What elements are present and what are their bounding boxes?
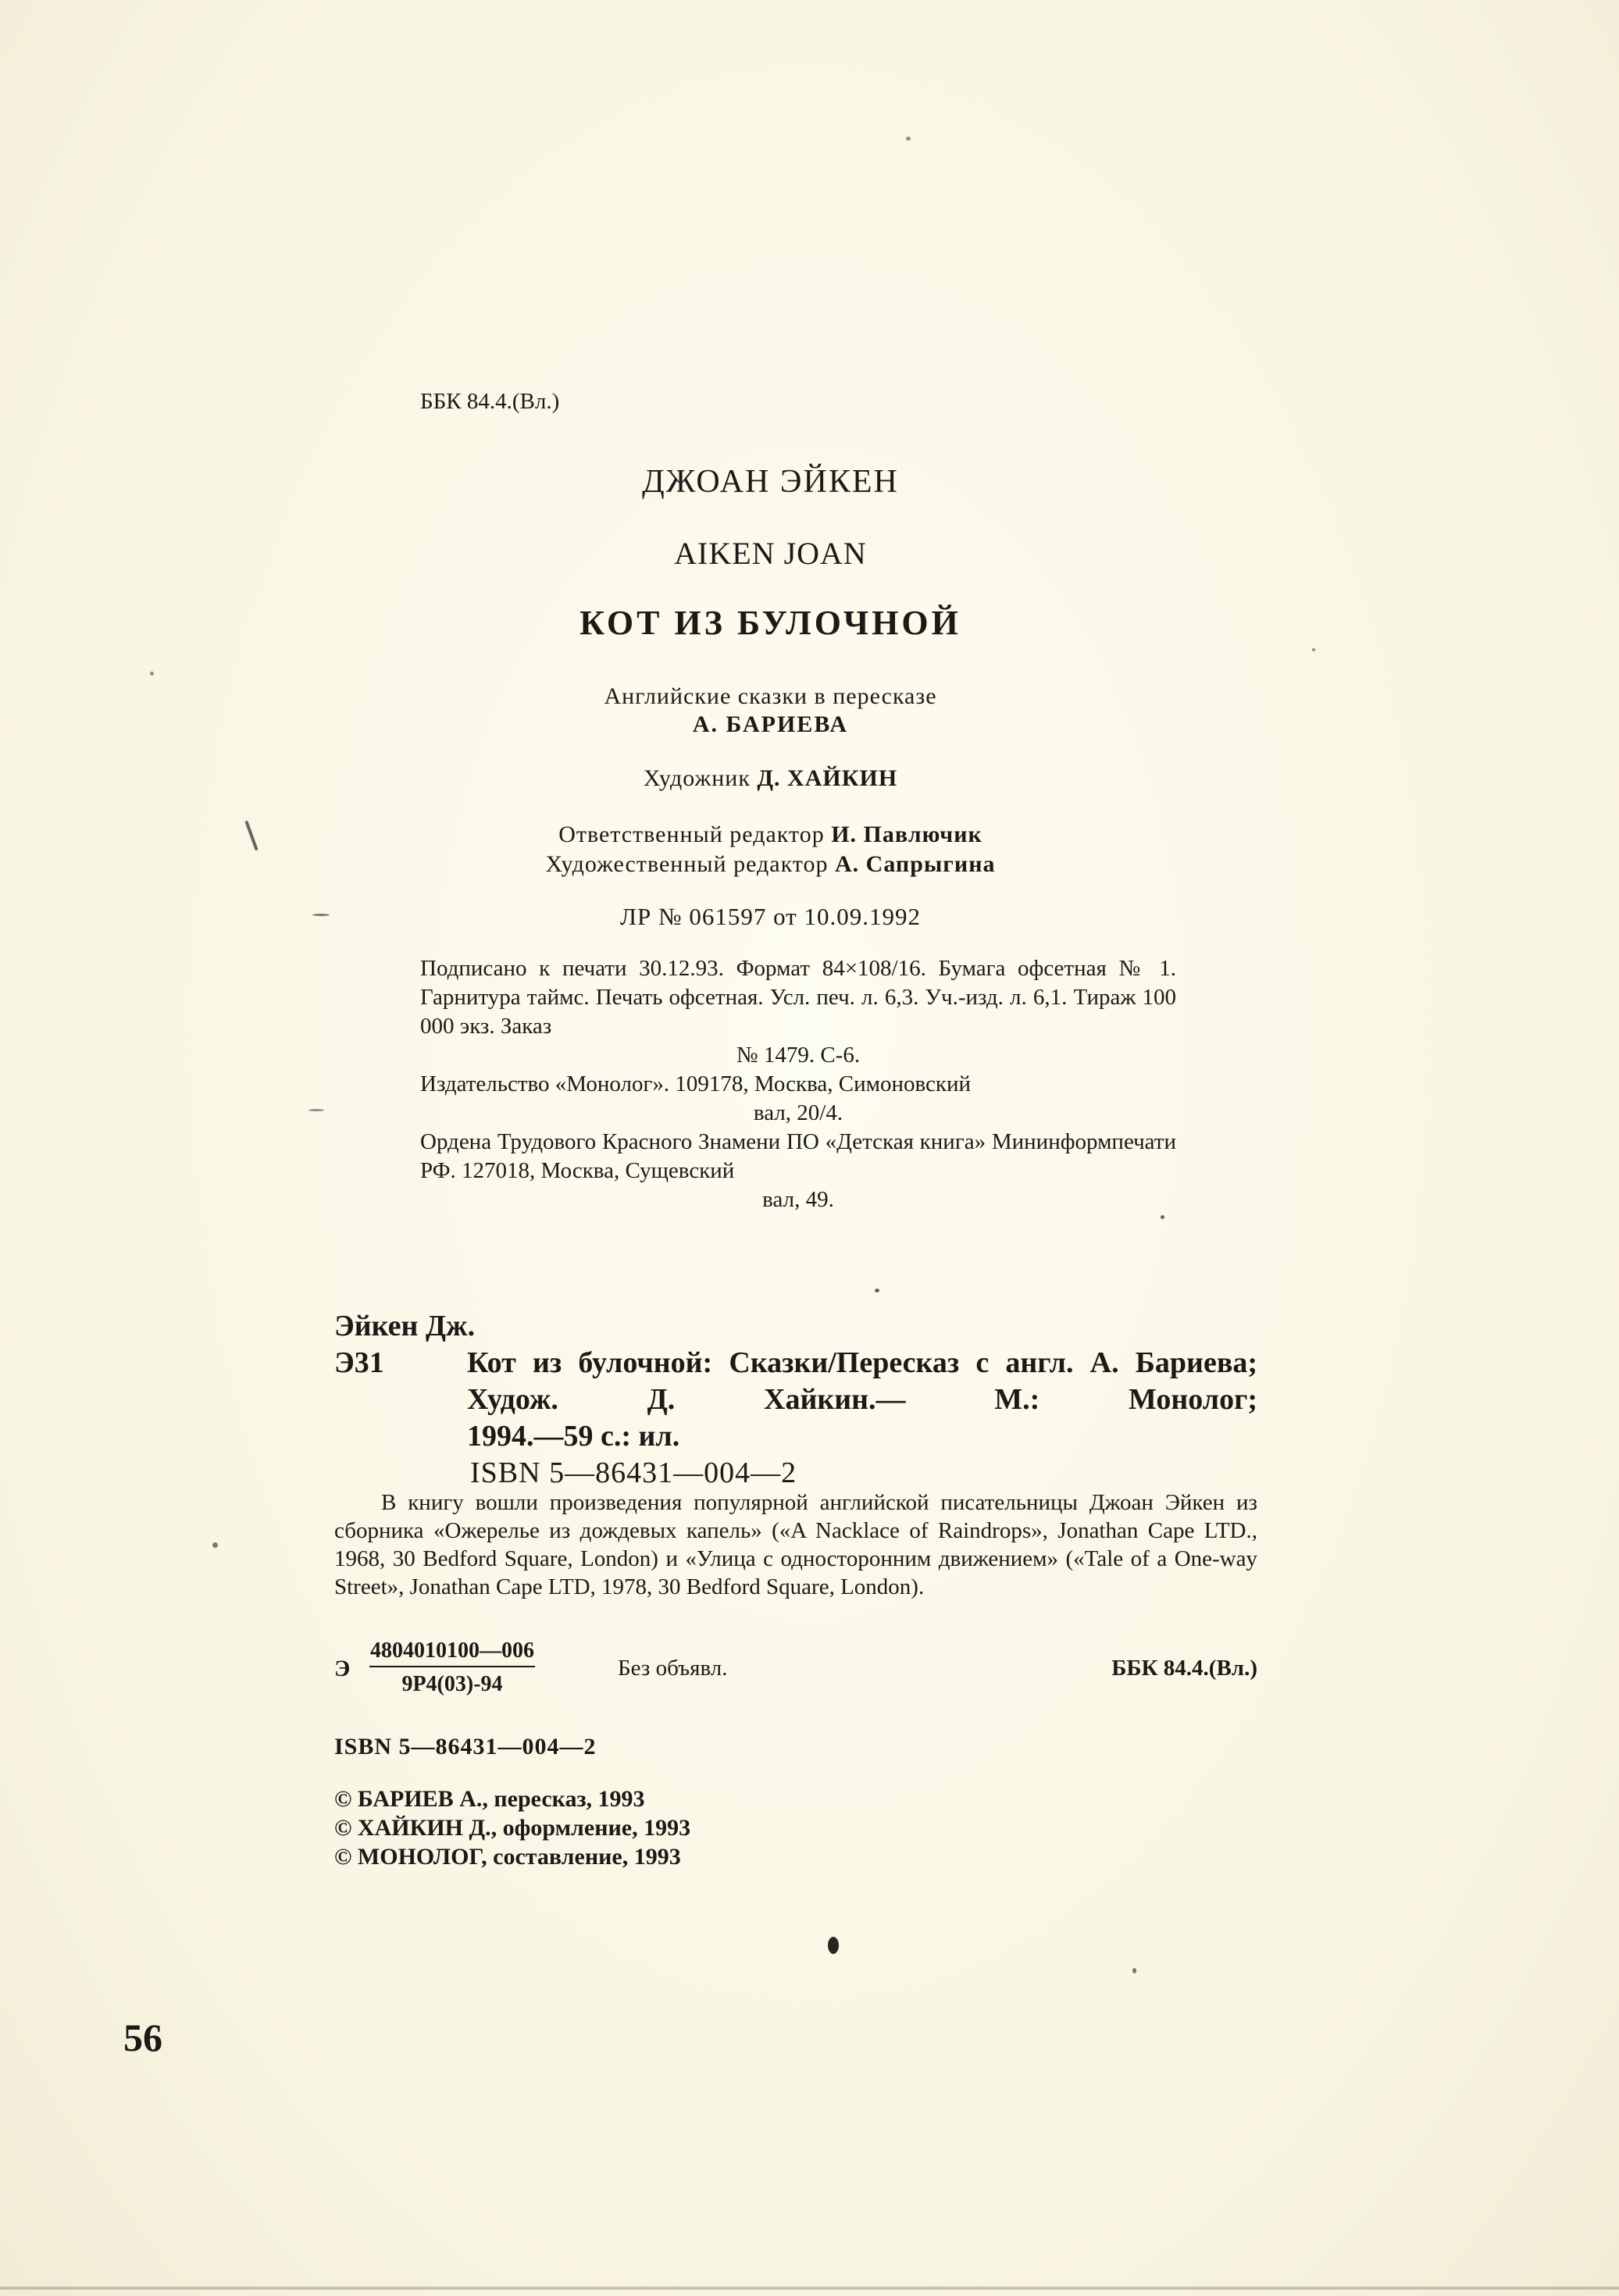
art-editor-line	[0, 850, 1580, 879]
ink-speck	[875, 1289, 879, 1292]
ink-speck	[906, 137, 911, 141]
ink-speck	[1312, 648, 1315, 651]
art-editor-name: А. Сапрыгина	[834, 851, 996, 877]
printer-info-end: вал, 49.	[762, 1187, 834, 1212]
responsible-editor-label: Ответственный редактор	[558, 822, 825, 847]
catalog-isbn: ISBN 5—86431—004—2	[470, 1456, 797, 1489]
ink-speck	[828, 1937, 839, 1954]
index-fraction	[369, 1638, 535, 1697]
print-imprint-block	[420, 954, 1176, 1214]
author-name-english: AIKEN JOAN	[674, 536, 867, 571]
printer-info: Ордена Трудового Красного Знамени ПО «Детская книга» Мининформпечати РФ. 127018, Москва, Сущевский	[420, 1129, 1176, 1183]
ink-speck	[212, 1542, 218, 1548]
license-number: ЛР № 061597 от 10.09.1992	[620, 903, 921, 930]
bbk-code-top: ББК 84.4.(Вл.)	[420, 389, 560, 414]
bbk-code-bottom: ББК 84.4.(Вл.)	[1111, 1656, 1257, 1681]
catalog-entry: Кот из булочной: Сказки/Пересказ с англ. А. Бариева; Худож. Д. Хайкин.— М.: Монолог;	[467, 1346, 1257, 1416]
no-announcement-note: Без объявл.	[618, 1656, 728, 1681]
page-bottom-edge	[0, 2287, 1619, 2290]
print-info-end: № 1479. С-6.	[736, 1043, 861, 1068]
editors-block	[0, 820, 1580, 879]
annotation-text: В книгу вошли произведения популярной английской писательницы Джоан Эйкен из сборника «Ожерелье из дождевых капель» («A Nacklace of Raindrops», Jonathan Cape LTD., 1968, 30 Bedford Square, London) и «Улица с односторонним движением» («Tale of a One-way Street», Jonathan Cape LTD, 1978, 30 Bedford Square, London).	[334, 1490, 1257, 1599]
publisher-info: Издательство «Монолог». 109178, Москва, Симоновский	[420, 1071, 972, 1096]
publication-index	[334, 1638, 1257, 1701]
artist-line	[0, 765, 1580, 792]
copyright-line: © БАРИЕВ А., пересказ, 1993	[334, 1786, 645, 1812]
art-editor-label: Художественный редактор	[545, 851, 829, 877]
index-numerator: 4804010100—006	[369, 1638, 535, 1667]
responsible-editor-name: И. Павлючик	[831, 822, 982, 847]
copyright-block	[334, 1784, 690, 1871]
ink-speck	[1132, 1968, 1136, 1973]
copyright-line: © МОНОЛОГ, составление, 1993	[334, 1844, 681, 1870]
responsible-editor-line	[0, 820, 1580, 850]
page-number: 56	[123, 2016, 162, 2059]
artist-name: Д. ХАЙКИН	[757, 765, 898, 791]
catalog-card	[334, 1308, 1257, 1492]
index-letter: Э	[334, 1656, 351, 1681]
author-name-russian: ДЖОАН ЭЙКЕН	[642, 464, 899, 500]
index-denominator: 9Р4(03)-94	[401, 1672, 503, 1696]
catalog-entry-row	[334, 1345, 1257, 1418]
artist-label: Художник	[643, 765, 751, 791]
ink-speck	[150, 672, 154, 676]
print-info: Подписано к печати 30.12.93. Формат 84×108/16. Бумага офсетная № 1. Гарнитура таймс. Печать офсетная. Усл. печ. л. 6,3. Уч.-изд. л. 6,1. Тираж 100 000 экз. Заказ	[420, 956, 1176, 1039]
isbn-bottom: ISBN 5—86431—004—2	[334, 1734, 597, 1759]
catalog-heading: Эйкен Дж.	[334, 1310, 476, 1342]
ink-speck	[1161, 1215, 1164, 1219]
catalog-code: Э31	[334, 1346, 384, 1379]
reteller-name: А. БАРИЕВА	[692, 711, 849, 737]
ink-speck	[308, 1109, 324, 1111]
catalog-entry-end: 1994.—59 с.: ил.	[467, 1420, 680, 1453]
ink-speck	[312, 914, 330, 916]
copyright-line: © ХАЙКИН Д., оформление, 1993	[334, 1815, 691, 1841]
subtitle-block	[0, 683, 1580, 739]
subtitle-line: Английские сказки в пересказе	[604, 683, 937, 709]
publisher-info-end: вал, 20/4.	[753, 1100, 843, 1125]
book-title: КОТ ИЗ БУЛОЧНОЙ	[579, 604, 961, 642]
